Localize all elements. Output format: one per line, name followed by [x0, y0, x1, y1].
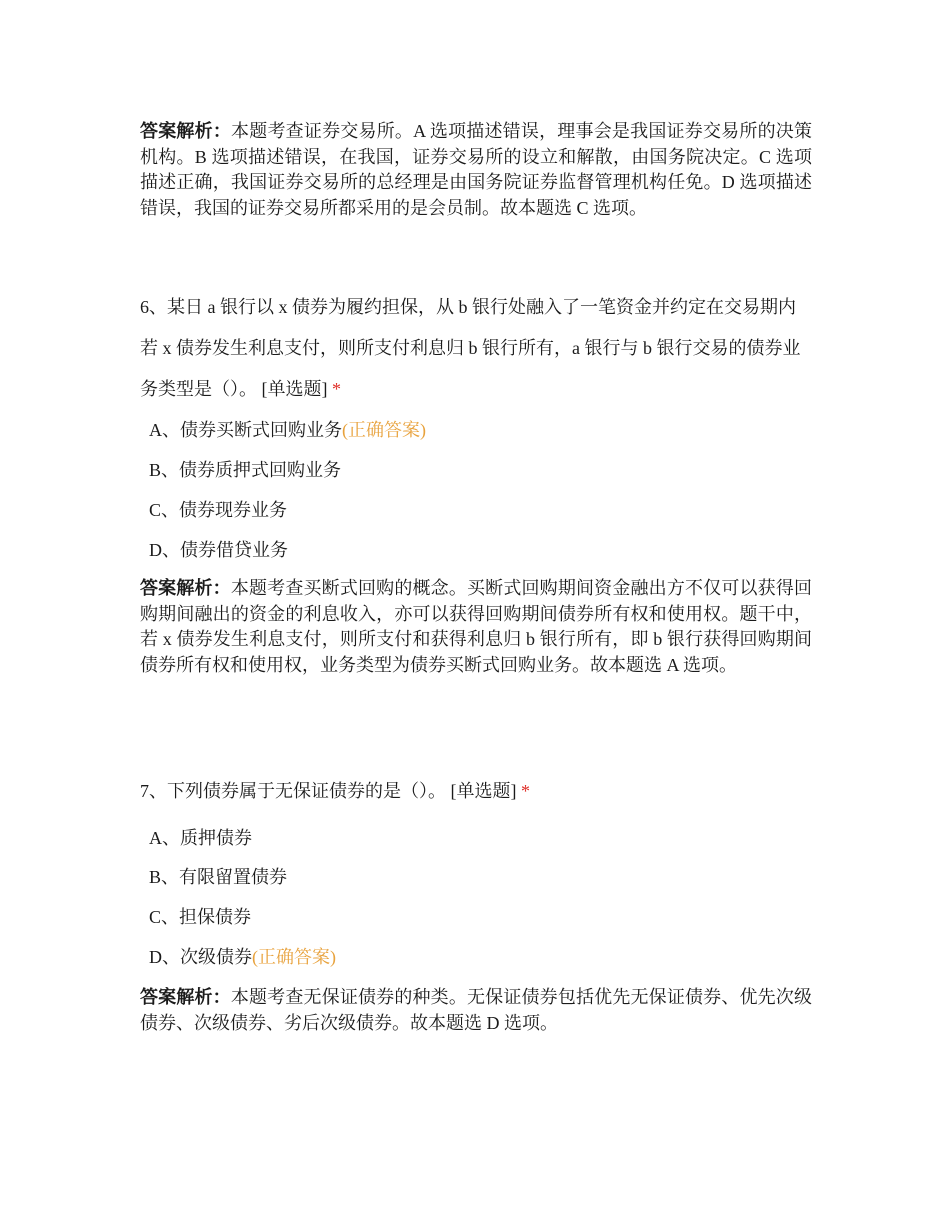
q7-explanation	[140, 985, 812, 1036]
q6-option-d	[149, 538, 288, 562]
explanation-text: 本题考查无保证债券的种类。无保证债券包括优先无保证债券、优先次级债券、次级债券、劣后次级债券。故本题选 D 选项。	[140, 987, 813, 1033]
explanation-label: 答案解析：	[140, 987, 231, 1007]
q6-option-b	[149, 458, 341, 482]
required-mark: *	[521, 781, 530, 801]
explanation-text: 本题考查买断式回购的概念。买断式回购期间资金融出方不仅可以获得回购期间融出的资金的利息收入，亦可以获得回购期间债券所有权和使用权。题干中，若 x 债券发生利息支付，则所支付和获得利息归 b 银行所有，即 b 银行获得回购期间债券所有权和使用权，业务类型为债券买断式回购业务。故本题选 A 选项。	[140, 578, 813, 675]
q7-option-a	[149, 826, 252, 850]
q7-option-d	[149, 945, 336, 969]
explanation-label: 答案解析：	[140, 121, 232, 141]
q7-question	[140, 771, 812, 812]
question-text: 6、某日 a 银行以 x 债券为履约担保，从 b 银行处融入了一笔资金并约定在交易期内若 x 债券发生利息支付，则所支付利息归 b 银行所有，a 银行与 b 银行交易的债券业务类型是（）。 [单选题]	[140, 297, 801, 399]
q5-explanation	[140, 119, 812, 221]
option-text: A、质押债券	[149, 828, 252, 848]
q6-option-a	[149, 418, 426, 442]
required-mark: *	[332, 379, 341, 399]
q6-question	[140, 287, 812, 410]
explanation-text: 本题考查证券交易所。A 选项描述错误，理事会是我国证券交易所的决策机构。B 选项描述错误，在我国，证券交易所的设立和解散，由国务院决定。C 选项描述正确，我国证券交易所的总经理是由国务院证券监督管理机构任免。D 选项描述错误，我国的证券交易所都采用的是会员制。故本题选 C 选项。	[140, 121, 812, 218]
explanation-label: 答案解析：	[140, 578, 231, 598]
option-text: A、债券买断式回购业务	[149, 420, 342, 440]
question-text: 7、下列债券属于无保证债券的是（）。 [单选题]	[140, 781, 517, 801]
q7-option-c	[149, 905, 251, 929]
q7-option-b	[149, 865, 287, 889]
q6-option-c	[149, 498, 287, 522]
option-text: B、有限留置债券	[149, 867, 288, 887]
correct-answer-tag: (正确答案)	[342, 420, 426, 440]
q6-explanation	[140, 576, 812, 678]
option-text: D、次级债券	[149, 947, 252, 967]
option-text: B、债券质押式回购业务	[149, 460, 342, 480]
correct-answer-tag: (正确答案)	[252, 947, 336, 967]
option-text: C、担保债券	[149, 907, 252, 927]
option-text: D、债券借贷业务	[149, 540, 288, 560]
option-text: C、债券现券业务	[149, 500, 288, 520]
